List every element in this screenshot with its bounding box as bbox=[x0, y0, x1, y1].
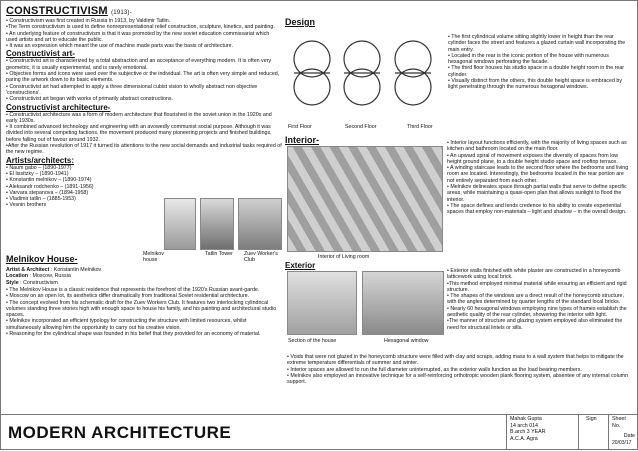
interior-heading: Interior- bbox=[285, 135, 320, 145]
exterior-line-5: •The manner of structure and glazing system employed also eliminated the need for structural lintels or sills. bbox=[447, 318, 623, 331]
interior-line-3: • A winding staircase leads to the second floor where the bedrooms and living room are located. Interestingly, the bedrooms located in the rear portion are not entirely separated from each other. bbox=[447, 165, 629, 184]
interior-photo bbox=[287, 146, 443, 252]
interior-caption: Interior of Living room bbox=[318, 254, 370, 260]
artist-1: • Naum gabo – (1890-1977) bbox=[6, 164, 72, 171]
sign-block bbox=[578, 414, 608, 450]
left-column bbox=[6, 18, 282, 209]
intro-line-3: • An underlying feature of constructivism is that it was promoted by the new soviet education commissariat which used artists and art to educate the public. bbox=[6, 30, 270, 43]
exterior-line-2: •This method employed minimal material while ensuring an efficient and rigid structure. bbox=[447, 280, 627, 293]
detail-artist-key: Artist & Architect bbox=[6, 267, 50, 273]
artist-2: • El lissitzky – (1890-1941) bbox=[6, 170, 69, 177]
art-heading: Constructivist art- bbox=[6, 49, 75, 59]
section-photo bbox=[287, 271, 357, 335]
author-line-4: A.C.A. Agra bbox=[510, 435, 538, 442]
author-line-3: B.arch 3 YEAR bbox=[510, 429, 546, 435]
arch-line-2: • It combined advanced technology and engineering with an avowedly communist social purpose. Although it was divided into several competing factions, the movement produced many pioneering projects and finished buildings, before falling out of favour around 1932. bbox=[6, 124, 272, 143]
caption-hexagonal: Hexagonal window bbox=[384, 338, 429, 344]
hexagonal-window-photo bbox=[362, 271, 444, 335]
plan-label-first: First Floor bbox=[288, 124, 312, 130]
artist-7: • Vesnin brothers bbox=[6, 202, 47, 209]
exterior-line-4: • Nearly 60 hexagonal windows employing nine types of frames establish the aesthetic quality of the rear cylinder, showering the interior with light. bbox=[447, 305, 627, 319]
sheet-label: Sheet No. bbox=[612, 416, 626, 429]
sheet-title: MODERN ARCHITECTURE bbox=[8, 423, 232, 442]
artist-4: • Aleksandr rodchenko – (1891-1956) bbox=[6, 183, 94, 190]
author-line-2: 14 arch 014 bbox=[510, 422, 538, 429]
arch-line-3: •After the Russian revolution of 1917 it turned its attentions to the new social demands and industrial tasks required of the new regime. bbox=[6, 143, 282, 156]
house-line-1: • The Melnikov House is a classic residence that represents the forefront of the 1920's Russian avant-garde. bbox=[6, 287, 260, 293]
floor-plans bbox=[285, 29, 445, 121]
design-line-2: • Located in the rear is the iconic portion of the house with numerous hexagonal windows perforating the facade. bbox=[448, 52, 609, 66]
detail-style bbox=[6, 280, 156, 286]
sheet-date-block bbox=[608, 414, 638, 450]
author-line-1: Mahak Gupta bbox=[510, 416, 542, 422]
exterior-text bbox=[447, 268, 631, 331]
house-line-4: • Melnikov incorporated an efficient typology for constructing the structure with limited resources, whilst simultaneously allowing him the opportunity to carry out his creative vision. bbox=[6, 318, 247, 331]
house-line-3: • The concept evolved from his schematic draft for the Zuev Workers Club. It features two interlocking cylindrical volumes standing three stories high with enough space to house his family, and his painting and architectural studio spaces. bbox=[6, 299, 277, 319]
tatlin-tower-photo bbox=[200, 198, 234, 250]
page-title bbox=[6, 5, 132, 17]
caption-melnikov-house: Melnikov house bbox=[143, 251, 164, 263]
exterior-heading: Exterior bbox=[285, 261, 316, 270]
intro-line-2: •The Term constructivism is used to define nonrepresentational relief construction, sculpture, kinetics, and painting. bbox=[6, 24, 275, 31]
arch-heading: Constructivist architecture- bbox=[6, 102, 111, 112]
plan-label-third: Third Floor bbox=[407, 124, 433, 130]
artists-heading: Artists/architects: bbox=[6, 155, 75, 165]
interior-text bbox=[447, 140, 631, 216]
melnikov-house-photo bbox=[164, 198, 196, 250]
title-years: (1913)- bbox=[111, 10, 132, 16]
art-line-1: • Constructivist art is characterized by a total abstraction and an acceptance of everything modern. It is often very geometric, it is usually experimental, and is rarely emotional. bbox=[6, 58, 272, 71]
date-label: Date bbox=[623, 433, 635, 439]
house-text bbox=[6, 287, 280, 337]
exterior-bottom-line-3: • Melnikov also employed an innovative technique for a self-reinforcing orthotropic wooden plank flooring system, absentee of any internal column support. bbox=[287, 372, 629, 386]
exterior-bottom-text bbox=[287, 354, 631, 385]
interior-line-1: • Interior layout functions efficiently, with the majority of living spaces such as kitchen and bathroom located on the main floor. bbox=[447, 140, 627, 153]
artist-6: • Vladimir tatlin – (1885-1953) bbox=[6, 196, 76, 203]
interior-line-2: • An upward spiral of movement exposes the diversity of spaces from low height ground plane, to a double height studio space and rooftop terrace. bbox=[447, 152, 619, 165]
artist-5: • Varvara stepanova – (1894-1958) bbox=[6, 189, 89, 196]
title-text: CONSTRUCTIVISM bbox=[6, 5, 108, 17]
design-line-4: • Visually distinct from the others, this double height space is embraced by light penetrating through the numerous hexagonal windows. bbox=[448, 78, 622, 91]
interior-line-4: • Melnikov delineates space through partial walls that serve to define specific areas, while maintaining a quasi-open plan that allows sunlight to flood the interior. bbox=[447, 184, 627, 203]
design-text bbox=[448, 34, 630, 91]
exterior-bottom-line-1: • Voids that were not glazed in the honeycomb structure were filled with clay and scraps, adding mass to a wall system that helps to mitigate the extreme temperature differentials of summer and winter. bbox=[287, 354, 624, 367]
intro-line-4: • It was an expression which meant the use of machine made parts was the basis of architecture. bbox=[6, 43, 234, 50]
house-line-5: • Reasoning for the cylindrical shape was founded in his belief that they provided for an economy of material. bbox=[6, 331, 261, 338]
exterior-line-1: • Exterior walls finished with white plaster are constructed in a honeycomb latticework using local brick. bbox=[447, 268, 621, 281]
design-line-1: • The first cylindrical volume sitting slightly lower in height than the rear cylinder faces the street and features a glazed curtain wall incorporating the main entry. bbox=[448, 34, 626, 53]
author-block bbox=[506, 414, 578, 450]
date-value: 20/03/17 bbox=[612, 439, 632, 446]
detail-style-value: : Constructivism bbox=[18, 279, 58, 286]
house-details bbox=[6, 267, 156, 286]
art-line-4: • Constructivist art began with works of primarily abstract constructions. bbox=[6, 96, 173, 103]
design-heading: Design bbox=[285, 17, 316, 27]
intro-line-1: • Constructivism was first created in Russia in 1913, by Valdimir Tatlin. bbox=[6, 18, 171, 24]
caption-tatlin-tower: Tatlin Tower bbox=[205, 251, 233, 257]
art-line-3: • Constructivist art had attempted to apply a three dimensional cubist vision to wholly abstract non objective 'constructions'. bbox=[6, 83, 258, 96]
sign-label: Sign bbox=[586, 416, 597, 422]
zuev-club-photo bbox=[238, 198, 282, 250]
plan-label-second: Second Floor bbox=[345, 124, 377, 130]
art-line-2: • Objective forms and icons were used over the subjective or the individual. The art is often very simple and reduced, paring the artwork down to its basic elements. bbox=[6, 71, 280, 84]
detail-style-key: Style bbox=[6, 279, 19, 286]
interior-line-5: • The space defines and lends credence to his ability to create experiential spaces that employ non-materials – light and shadow – in the overall design. bbox=[447, 202, 627, 216]
arch-line-1: • Constructivist architecture was a form of modern architecture that flourished in the soviet union in the 1920s and early 1930s. bbox=[6, 111, 272, 124]
melnikov-heading: Melnikov House- bbox=[6, 254, 78, 264]
detail-artist-value: : Konstantin Melnikov bbox=[49, 267, 102, 273]
detail-location-key: Location bbox=[6, 273, 29, 280]
design-line-3: • The third floor houses his studio space in a double height room in the rear cylinder. bbox=[448, 65, 625, 78]
exterior-bottom-line-2: • Interior spaces are allowed to run the full diameter uninterrupted, as the exterior walls function as the load bearing members. bbox=[287, 366, 582, 373]
caption-section: Section of the house bbox=[288, 338, 337, 344]
detail-location-value: : Moscow, Russia bbox=[28, 273, 71, 280]
caption-zuev-club: Zuev Worker's Club bbox=[244, 251, 278, 263]
exterior-line-3: • The shapes of the windows are a direct result of the honeycomb structure, with the angles determined by quarter lengths of the standard local bricks. bbox=[447, 293, 624, 306]
artist-3: • Konstantin melnikov – (1890-1974) bbox=[6, 177, 92, 184]
house-line-2: • Moscow on an open lot, its aesthetics differ dramatically from traditional Soviet residential architecture. bbox=[6, 293, 250, 300]
